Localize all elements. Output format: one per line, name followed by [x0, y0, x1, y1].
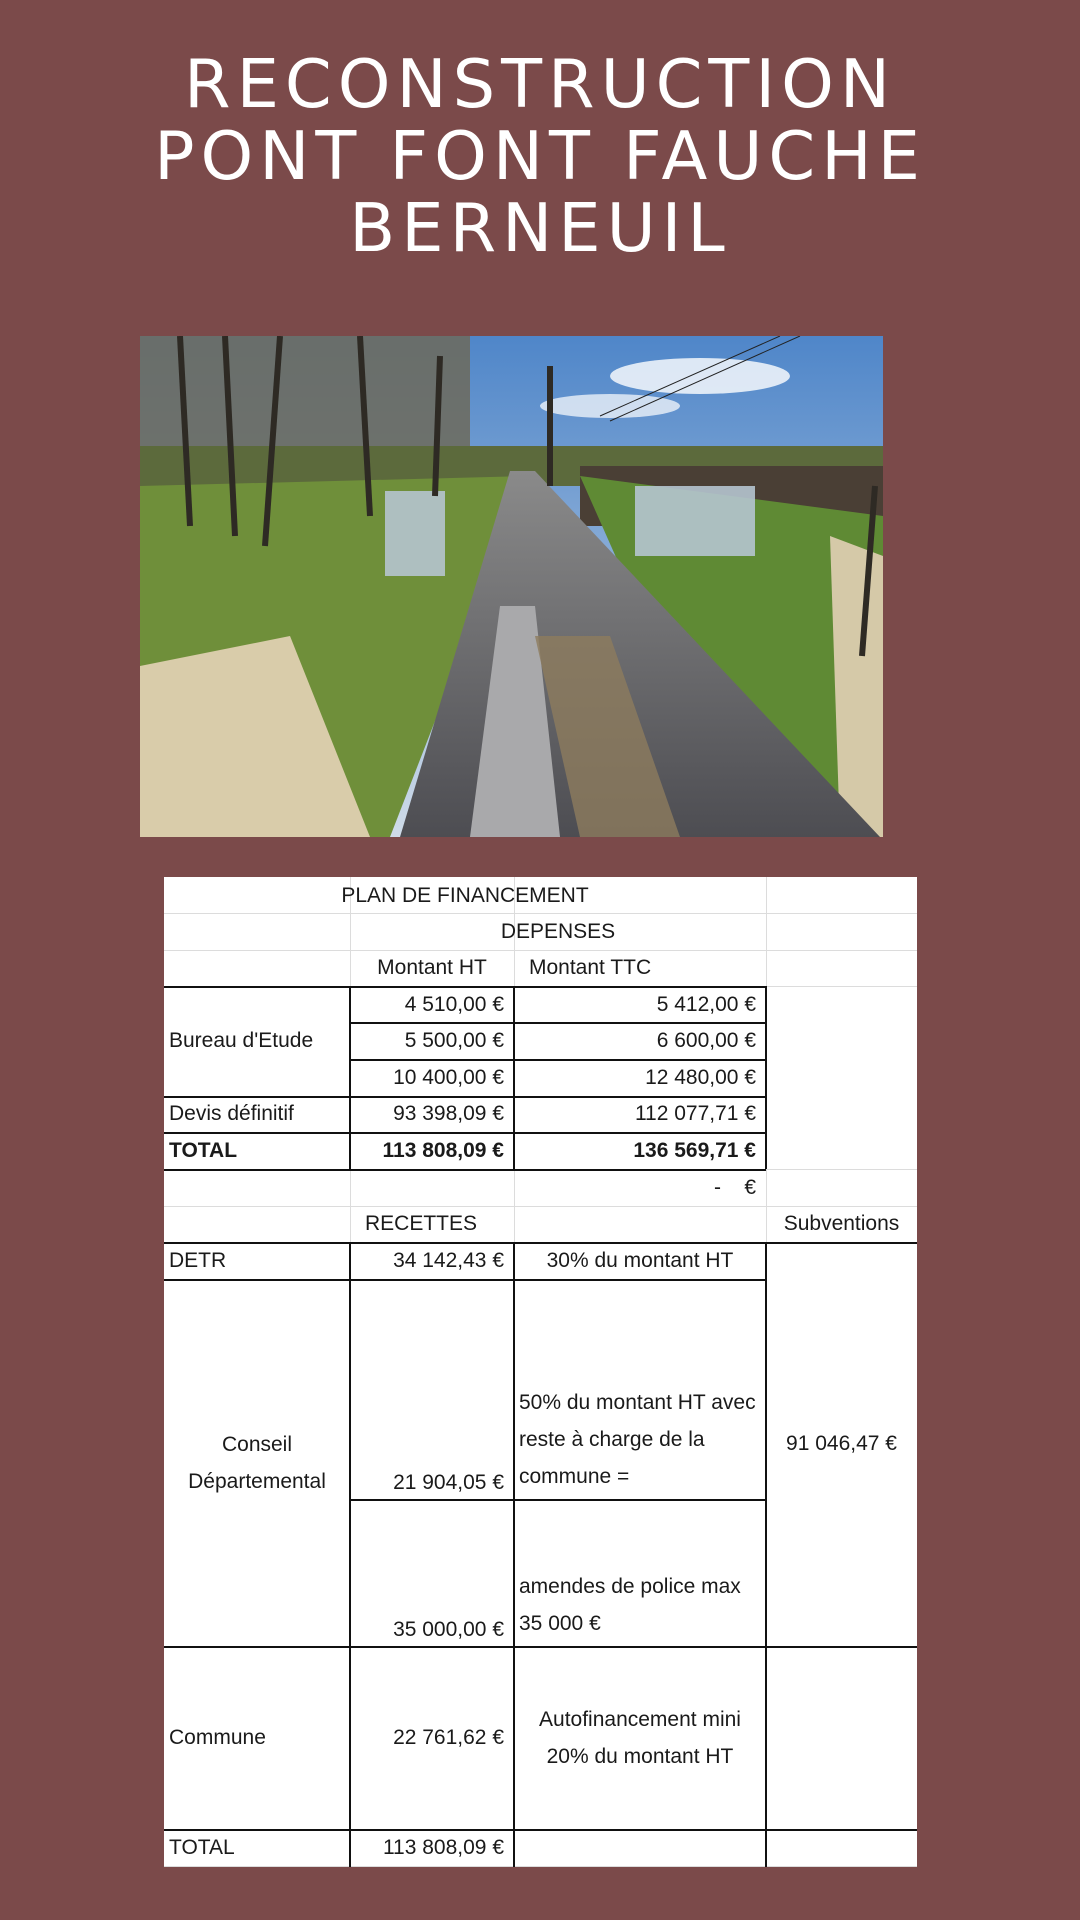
empty-euro-value: - € [713, 1175, 756, 1199]
commune-label: Commune [169, 1725, 266, 1749]
devis-ttc: 112 077,71 € [634, 1102, 756, 1125]
detr-amount: 34 142,43 € [393, 1248, 504, 1272]
depenses-header: DEPENSES [500, 920, 616, 943]
financing-table [164, 877, 917, 1867]
recettes-total-amount: 113 808,09 € [382, 1835, 504, 1859]
detr-label: DETR [169, 1248, 227, 1272]
title-line-3: BERNEUIL [349, 189, 731, 267]
bureau-etude-label: Bureau d'Etude [169, 1029, 314, 1052]
conseil-label: Conseil Départemental [188, 1432, 326, 1493]
commune-note: Autofinancement mini 20% du montant HT [539, 1707, 741, 1768]
title-line-1: RECONSTRUCTION [184, 45, 896, 123]
bureau-ht-1: 4 510,00 € [404, 992, 504, 1016]
subventions-header: Subventions [783, 1212, 900, 1235]
title-line-2: PONT FONT FAUCHE [154, 117, 926, 195]
depenses-total-ht: 113 808,09 € [382, 1138, 504, 1162]
conseil-note-2: amendes de police max 35 000 € [519, 1575, 741, 1635]
country-lane-bridge-photo [140, 336, 883, 837]
commune-amount: 22 761,62 € [393, 1725, 504, 1749]
depenses-total-label: TOTAL [169, 1138, 238, 1162]
page-title [0, 45, 1080, 267]
conseil-amount-2: 35 000,00 € [393, 1618, 504, 1641]
bureau-ht-2: 5 500,00 € [404, 1029, 504, 1052]
devis-ht: 93 398,09 € [393, 1102, 504, 1125]
bureau-ht-3: 10 400,00 € [393, 1065, 504, 1089]
subventions-total: 91 046,47 € [786, 1432, 897, 1455]
depenses-total-ttc: 136 569,71 € [633, 1138, 756, 1162]
col-montant-ht: Montant HT [377, 956, 487, 979]
bureau-ttc-1: 5 412,00 € [656, 992, 756, 1016]
conseil-amount-1: 21 904,05 € [393, 1471, 504, 1494]
plan-heading: PLAN DE FINANCEMENT [341, 883, 589, 907]
conseil-note-1: 50% du montant HT avec reste à charge de la commune = [519, 1391, 756, 1488]
recettes-header: RECETTES [365, 1212, 478, 1235]
col-montant-ttc: Montant TTC [529, 956, 652, 979]
bureau-ttc-2: 6 600,00 € [656, 1029, 756, 1052]
devis-label: Devis définitif [169, 1102, 294, 1125]
detr-note: 30% du montant HT [546, 1248, 734, 1272]
bureau-ttc-3: 12 480,00 € [645, 1065, 756, 1089]
recettes-total-label: TOTAL [169, 1835, 235, 1859]
